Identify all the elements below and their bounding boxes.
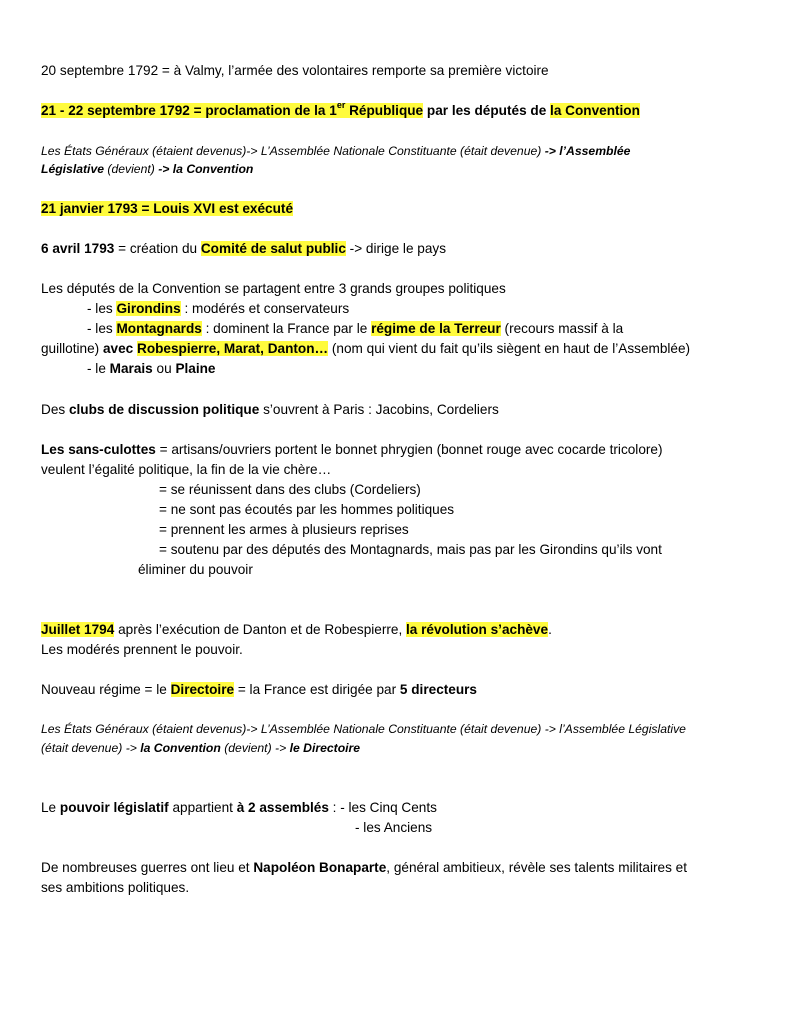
highlight-directoire: Directoire — [170, 682, 235, 697]
line-eliminer: éliminer du pouvoir — [138, 562, 253, 577]
line-directoire: Nouveau régime = le Directoire = la France est dirigée par 5 directeurs — [41, 682, 477, 697]
line-louis-xvi — [41, 199, 293, 219]
highlight-proclamation: 21 - 22 septembre 1792 = proclamation de la 1er République — [41, 100, 424, 118]
line-groupes: Les députés de la Convention se partagent entre 3 grands groupes politiques — [41, 281, 506, 296]
line-reunissent: = se réunissent dans des clubs (Cordeliers) — [159, 482, 421, 497]
line-valmy: 20 septembre 1792 = à Valmy, l’armée des volontaires remporte sa première victoire — [41, 63, 549, 78]
line-assemblees-4: (était devenue) -> la Convention (devient) -> le Directoire — [41, 741, 361, 755]
line-republique: 21 - 22 septembre 1792 = proclamation de la 1er République par les députés de la Convention — [41, 100, 640, 118]
line-marais: - le Marais ou Plaine — [87, 361, 216, 376]
highlight-acheve: la révolution s’achève — [406, 622, 549, 637]
line-juillet-1794: Juillet 1794 après l’exécution de Danton et de Robespierre, la révolution s’achève. — [41, 622, 552, 637]
line-ambitions: ses ambitions politiques. — [41, 880, 190, 895]
line-anciens: - les Anciens — [355, 820, 433, 835]
line-egalite: veulent l’égalité politique, la fin de la vie chère… — [41, 462, 332, 477]
line-soutenu: = soutenu par des députés des Montagnards, mais pas par les Girondins qu’ils vont — [159, 542, 662, 557]
line-pouvoir-legislatif: Le pouvoir législatif appartient à 2 assemblés : - les Cinq Cents — [41, 800, 437, 815]
highlight-comite: Comité de salut public — [200, 241, 346, 256]
highlight-terreur: régime de la Terreur — [371, 321, 501, 336]
highlight-robespierre: Robespierre, Marat, Danton… — [137, 341, 329, 356]
highlight-girondins: Girondins — [116, 301, 181, 316]
line-ecoutes: = ne sont pas écoutés par les hommes politiques — [159, 502, 455, 517]
line-guillotine: guillotine) avec Robespierre, Marat, Danton… (nom qui vient du fait qu’ils siègent en haut de l’Assemblée) — [41, 341, 691, 356]
highlight-juillet: Juillet 1794 — [41, 622, 115, 637]
highlight-louis-xvi: 21 janvier 1793 = Louis XVI est exécuté — [41, 201, 294, 216]
line-comite: 6 avril 1793 = création du Comité de salut public -> dirige le pays — [41, 241, 447, 256]
line-assemblees-2: Législative (devient) -> la Convention — [41, 162, 254, 176]
highlight-convention: la Convention — [550, 103, 640, 118]
line-napoleon: De nombreuses guerres ont lieu et Napoléon Bonaparte, général ambitieux, révèle ses talents militaires et — [41, 860, 687, 875]
line-girondins: - les Girondins : modérés et conservateurs — [87, 301, 350, 316]
highlight-montagnards: Montagnards — [116, 321, 202, 336]
line-assemblees-3: Les États Généraux (étaient devenus)-> L’Assemblée Nationale Constituante (était devenue) -> l’Assemblée Législative — [41, 722, 686, 736]
line-moderes: Les modérés prennent le pouvoir. — [41, 642, 243, 657]
line-armes: = prennent les armes à plusieurs reprises — [159, 522, 409, 537]
line-sans-culottes: Les sans-culottes = artisans/ouvriers portent le bonnet phrygien (bonnet rouge avec cocarde tricolore) — [41, 442, 663, 457]
line-clubs: Des clubs de discussion politique s’ouvrent à Paris : Jacobins, Cordeliers — [41, 402, 499, 417]
line-montagnards: - les Montagnards : dominent la France par le régime de la Terreur (recours massif à la — [87, 321, 624, 336]
line-assemblees-1: Les États Généraux (étaient devenus)-> L’Assemblée Nationale Constituante (était devenue) -> l’Assemblée — [41, 144, 631, 158]
